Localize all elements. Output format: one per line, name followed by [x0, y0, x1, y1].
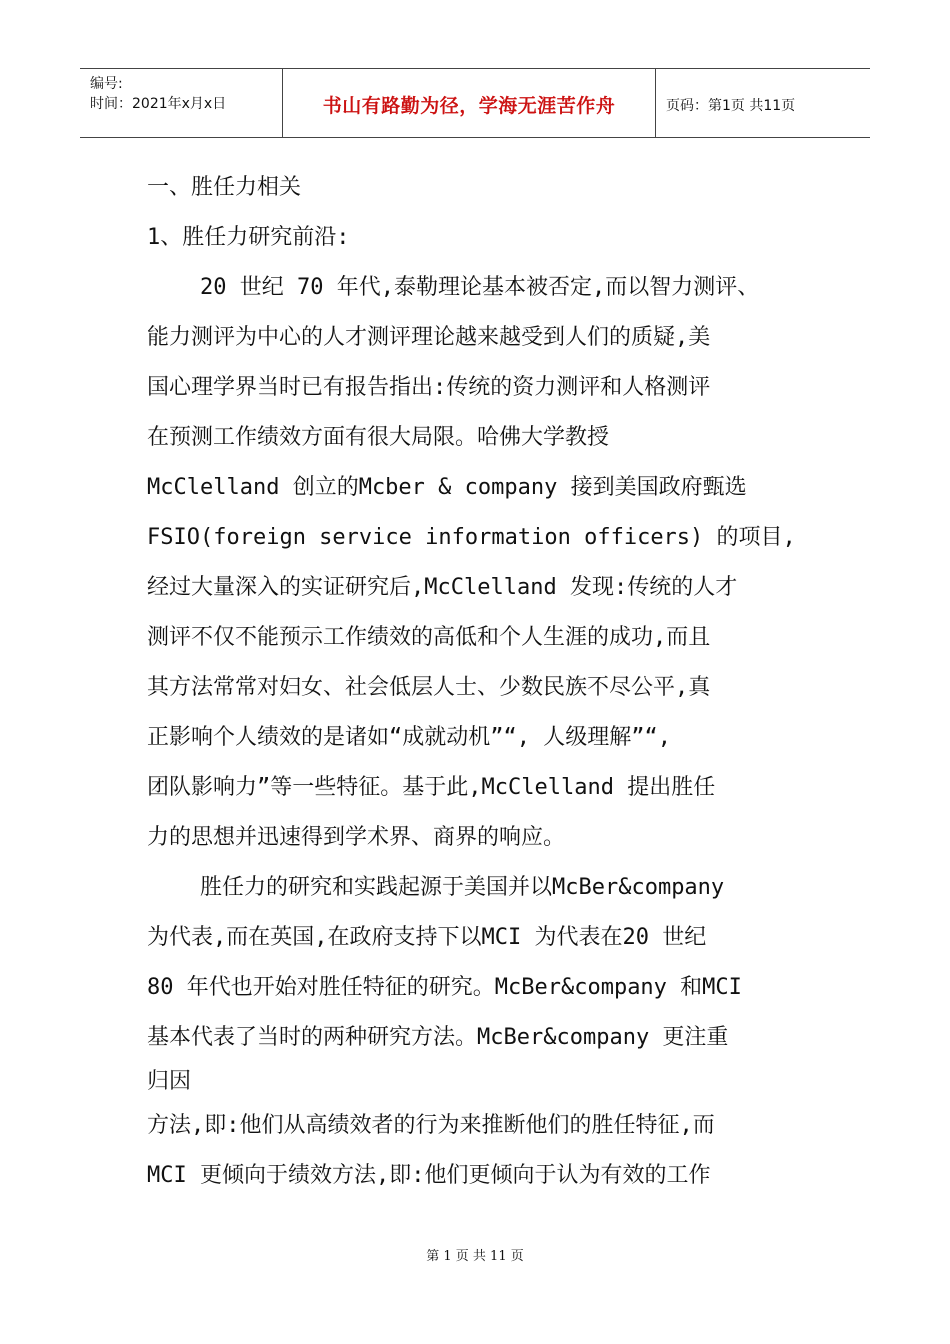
header-table — [80, 68, 870, 138]
text-line: 为代表,而在英国,在政府支持下以MCI 为代表在20 世纪 — [147, 925, 707, 950]
text-line: 方法,即:他们从高绩效者的行为来推断他们的胜任特征,而 — [147, 1113, 715, 1138]
text-line: 测评不仅不能预示工作绩效的高低和个人生涯的成功,而且 — [147, 625, 711, 650]
text-line: 正影响个人绩效的是诸如“成就动机”“, 人级理解”“, — [147, 725, 671, 750]
text-line: 能力测评为中心的人才测评理论越来越受到人们的质疑,美 — [147, 325, 711, 350]
text-line: 归因 — [147, 1069, 192, 1094]
header-page-cell — [656, 69, 870, 137]
text-line: 力的思想并迅速得到学术界、商界的响应。 — [147, 825, 566, 850]
text-line: 80 年代也开始对胜任特征的研究。McBer&company 和MCI — [147, 975, 742, 1000]
text-line: 基本代表了当时的两种研究方法。McBer&company 更注重 — [147, 1025, 729, 1050]
text-line: 在预测工作绩效方面有很大局限。哈佛大学教授 — [147, 425, 610, 450]
text-line: 经过大量深入的实证研究后,McClelland 发现:传统的人才 — [147, 575, 738, 600]
subsection-heading: 1、胜任力研究前沿: — [147, 225, 350, 250]
text-line: 胜任力的研究和实践起源于美国并以McBer&company — [147, 875, 725, 900]
section-heading: 一、胜任力相关 — [147, 175, 302, 200]
header-motto-cell — [283, 69, 656, 137]
header-info-cell — [80, 69, 283, 137]
header-motto: 书山有路勤为径，学海无涯苦作舟 — [322, 95, 616, 117]
page-footer: 第 1 页 共 11 页 — [426, 1249, 524, 1264]
text-line: 团队影响力”等一些特征。基于此,McClelland 提出胜任 — [147, 775, 716, 800]
document-date-label: 时间：2021年x月x日 — [90, 96, 227, 112]
text-line: McClelland 创立的Mcber & company 接到美国政府甄选 — [147, 475, 747, 500]
body-text — [147, 163, 807, 1201]
text-line: FSIO(foreign service information officers) 的项目, — [147, 525, 796, 550]
text-line: 20 世纪 70 年代,泰勒理论基本被否定,而以智力测评、 — [147, 275, 760, 300]
text-line: MCI 更倾向于绩效方法,即:他们更倾向于认为有效的工作 — [147, 1163, 711, 1188]
text-line: 国心理学界当时已有报告指出:传统的资力测评和人格测评 — [147, 375, 711, 400]
header-page-label: 页码：第1页 共11页 — [666, 98, 796, 114]
document-number-label: 编号: — [90, 76, 123, 92]
text-line: 其方法常常对妇女、社会低层人士、少数民族不尽公平,真 — [147, 675, 711, 700]
